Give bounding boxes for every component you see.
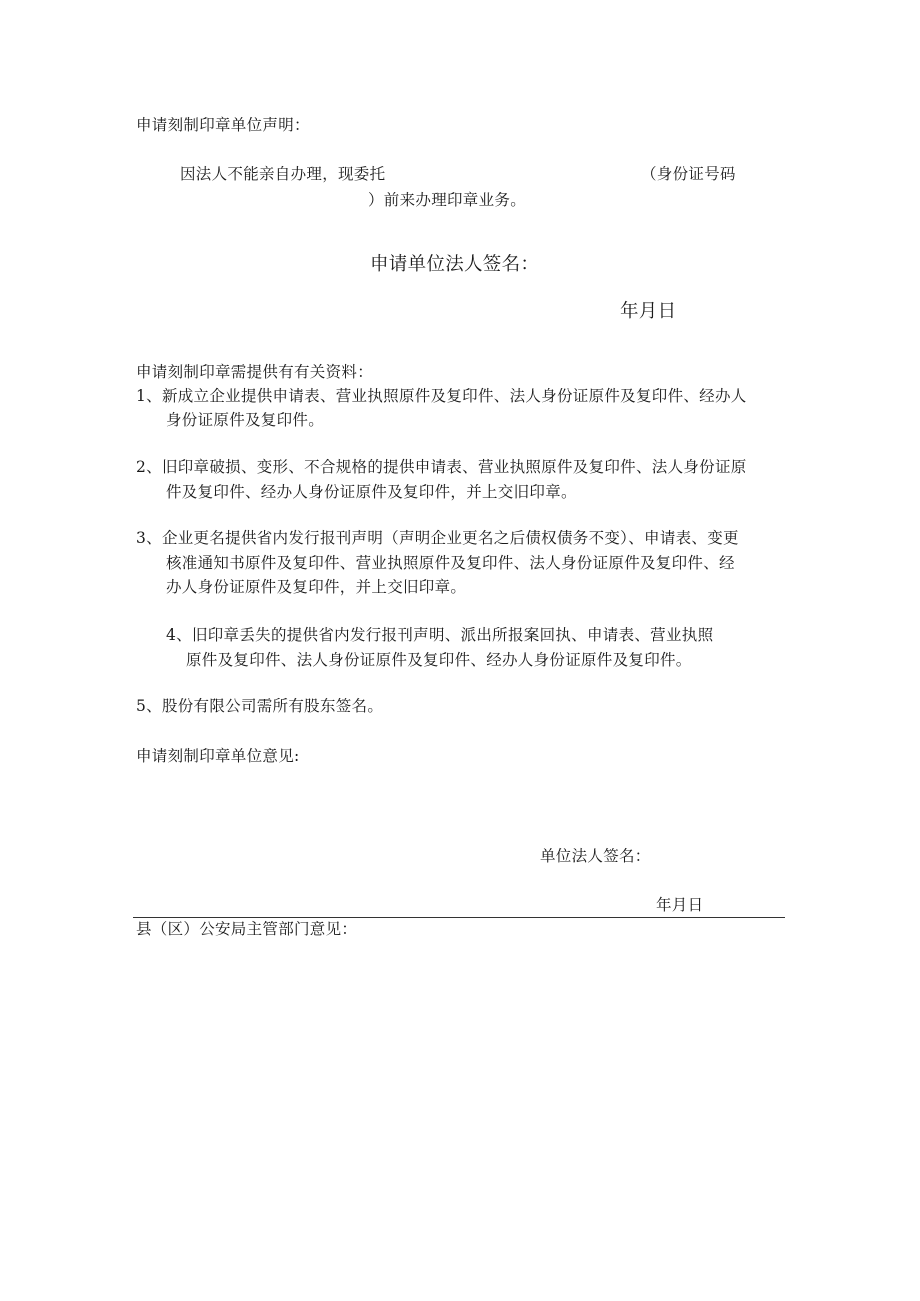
materials-item-2-line-2: 件及复印件、经办人身份证原件及复印件，并上交旧印章。 [166, 483, 577, 501]
materials-item-3-line-2: 核准通知书原件及复印件、营业执照原件及复印件、法人身份证原件及复印件、经 [166, 554, 735, 572]
materials-item-5-line-1: 5、股份有限公司需所有股东签名。 [136, 697, 384, 715]
unit-opinion-date: 年月日 [656, 896, 704, 914]
police-opinion-heading: 县（区）公安局主管部门意见： [136, 920, 358, 938]
materials-item-4-line-1: 4、旧印章丢失的提供省内发行报刊声明、派出所报案回执、申请表、营业执照 [166, 626, 714, 644]
materials-item-1-line-1: 1、新成立企业提供申请表、营业执照原件及复印件、法人身份证原件及复印件、经办人 [136, 387, 747, 405]
entrust-line-right: （身份证号码 [641, 165, 736, 183]
materials-heading: 申请刻制印章需提供有有关资料： [136, 363, 374, 381]
materials-item-3-line-1: 3、企业更名提供省内发行报刊声明（声明企业更名之后债权债务不变）、申请表、变更 [136, 529, 739, 547]
declaration-date: 年月日 [620, 301, 677, 322]
unit-opinion-heading: 申请刻制印章单位意见: [136, 747, 300, 765]
entrust-line-2: ）前来办理印章业务。 [368, 191, 527, 209]
unit-legal-person-signature-label: 单位法人签名： [540, 847, 651, 865]
materials-item-3-line-3: 办人身份证原件及复印件，并上交旧印章。 [166, 578, 467, 596]
materials-item-1-line-2: 身份证原件及复印件。 [166, 411, 325, 429]
materials-item-2-line-1: 2、旧印章破损、变形、不合规格的提供申请表、营业执照原件及复印件、法人身份证原 [136, 458, 747, 476]
legal-person-signature-label: 申请单位法人签名： [370, 254, 540, 275]
declaration-heading: 申请刻制印章单位声明： [136, 116, 310, 134]
section-divider [133, 917, 785, 918]
entrust-line-left: 因法人不能亲自办理，现委托 [180, 165, 386, 183]
materials-item-4-line-2: 原件及复印件、法人身份证原件及复印件、经办人身份证原件及复印件。 [186, 651, 692, 669]
